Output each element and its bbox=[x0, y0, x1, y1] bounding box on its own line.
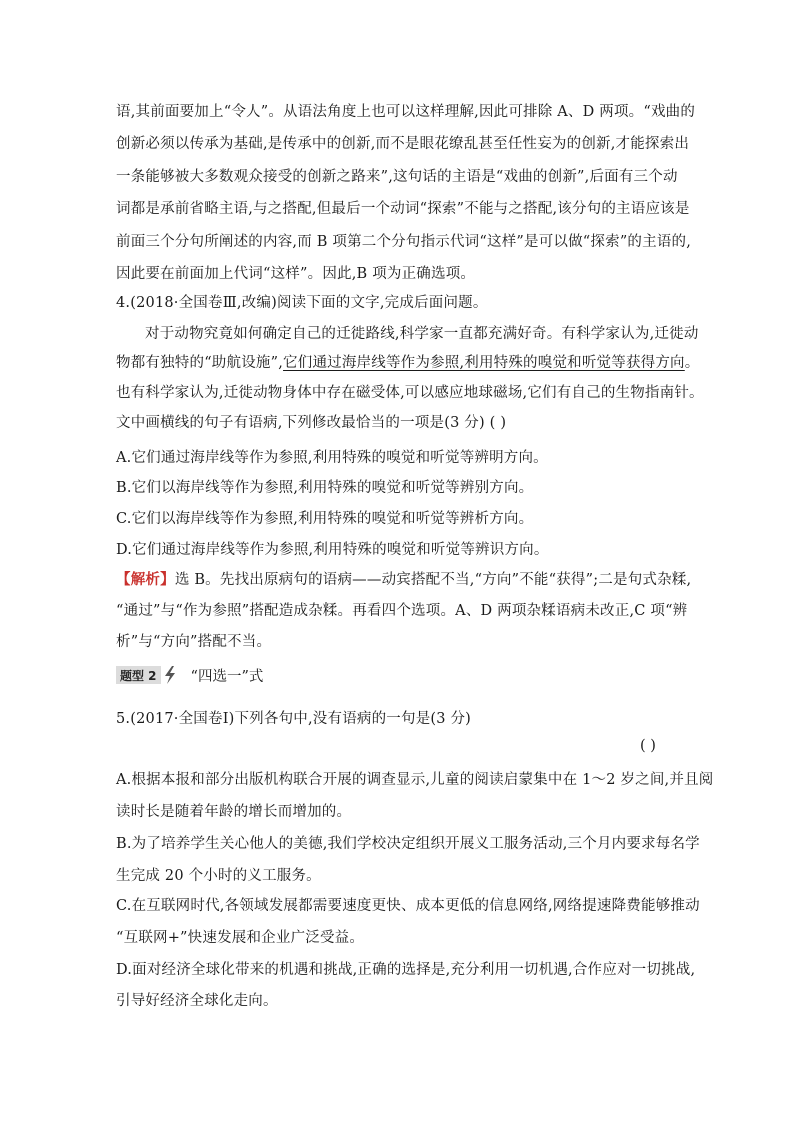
text-line: 词都是承前省略主语,与之搭配,但最后一个动词“探索”不能与之搭配,该分句的主语应该是 bbox=[116, 201, 690, 217]
text-line: 前面三个分句所阐述的内容,而 B 项第二个分句指示代词“这样”是可以做“探索”的主语的, bbox=[116, 234, 692, 250]
section-tag: 题型 2 bbox=[116, 666, 161, 684]
analysis-line: 析”与“方向”搭配不当。 bbox=[116, 634, 272, 650]
text-line: 语,其前面要加上“令人”。从语法角度上也可以这样理解,因此可排除 A、D 两项。“戏曲的 bbox=[116, 104, 696, 120]
text-line: 因此要在前面加上代词“这样”。因此,B 项为正确选项。 bbox=[116, 266, 476, 282]
option-d: D.面对经济全球化带来的机遇和挑战,正确的选择是,充分利用一切机遇,合作应对一切挑战, bbox=[116, 962, 696, 978]
question-5-heading: 5.(2017·全国卷Ⅰ)下列各句中,没有语病的一句是(3 分) bbox=[116, 711, 472, 727]
passage-line bbox=[116, 353, 699, 373]
lightning-icon bbox=[163, 666, 177, 684]
question-4-prompt: 文中画横线的句子有语病,下列修改最恰当的一项是(3 分) ( ) bbox=[116, 415, 507, 431]
option-d-cont: 引导好经济全球化走向。 bbox=[116, 993, 278, 1009]
passage-text: 物都有独特的“助航设施”, bbox=[116, 355, 284, 371]
option-b: B.为了培养学生关心他人的美德,我们学校决定组织开展义工服务活动,三个月内要求每名学 bbox=[116, 836, 700, 852]
text-line: 一条能够被大多数观众接受的创新之路来”,这句话的主语是“戏曲的创新”,后面有三个动 bbox=[116, 169, 678, 185]
text-line: 创新必须以传承为基础,是传承中的创新,而不是眼花缭乱甚至任性妄为的创新,才能探索出 bbox=[116, 136, 690, 152]
option-a: A.它们通过海岸线等作为参照,利用特殊的嗅觉和听觉等辨明方向。 bbox=[116, 450, 548, 466]
analysis-line bbox=[116, 570, 691, 590]
option-a-cont: 读时长是随着年龄的增长而增加的。 bbox=[116, 804, 352, 820]
underlined-sentence: 它们通过海岸线等作为参照,利用特殊的嗅觉和听觉等获得方向 bbox=[283, 355, 685, 371]
option-a: A.根据本报和部分出版机构联合开展的调查显示,儿童的阅读启蒙集中在 1～2 岁之间,并且阅 bbox=[116, 772, 714, 788]
option-b-cont: 生完成 20 个小时的义工服务。 bbox=[116, 868, 321, 884]
analysis-line: “通过”与“作为参照”搭配造成杂糅。再看四个选项。A、D 两项杂糅语病未改正,C 项“辨 bbox=[116, 603, 688, 619]
analysis-text: 选 B。先找出原病句的语病——动宾搭配不当,“方向”不能“获得”;二是句式杂糅, bbox=[174, 572, 692, 588]
question-4-heading: 4.(2018·全国卷Ⅲ,改编)阅读下面的文字,完成后面问题。 bbox=[116, 295, 488, 311]
passage-text: 。 bbox=[684, 355, 700, 371]
passage-line: 对于动物究竟如何确定自己的迁徙路线,科学家一直都充满好奇。有科学家认为,迁徙动 bbox=[145, 326, 699, 342]
section-heading bbox=[116, 665, 263, 685]
option-c: C.它们以海岸线等作为参照,利用特殊的嗅觉和听觉等辨析方向。 bbox=[116, 511, 534, 527]
option-c: C.在互联网时代,各领域发展都需要速度更快、成本更低的信息网络,网络提速降费能够推动 bbox=[116, 898, 700, 914]
option-b: B.它们以海岸线等作为参照,利用特殊的嗅觉和听觉等辨别方向。 bbox=[116, 480, 534, 496]
analysis-label: 【解析】 bbox=[116, 571, 175, 588]
option-d: D.它们通过海岸线等作为参照,利用特殊的嗅觉和听觉等辨识方向。 bbox=[116, 542, 549, 558]
option-c-cont: “互联网+”快速发展和企业广泛受益。 bbox=[116, 930, 365, 946]
answer-bracket: ( ) bbox=[640, 738, 656, 754]
section-title: “四选一”式 bbox=[190, 668, 264, 685]
passage-line: 也有科学家认为,迁徙动物身体中存在磁受体,可以感应地球磁场,它们有自己的生物指南针。 bbox=[116, 385, 704, 401]
